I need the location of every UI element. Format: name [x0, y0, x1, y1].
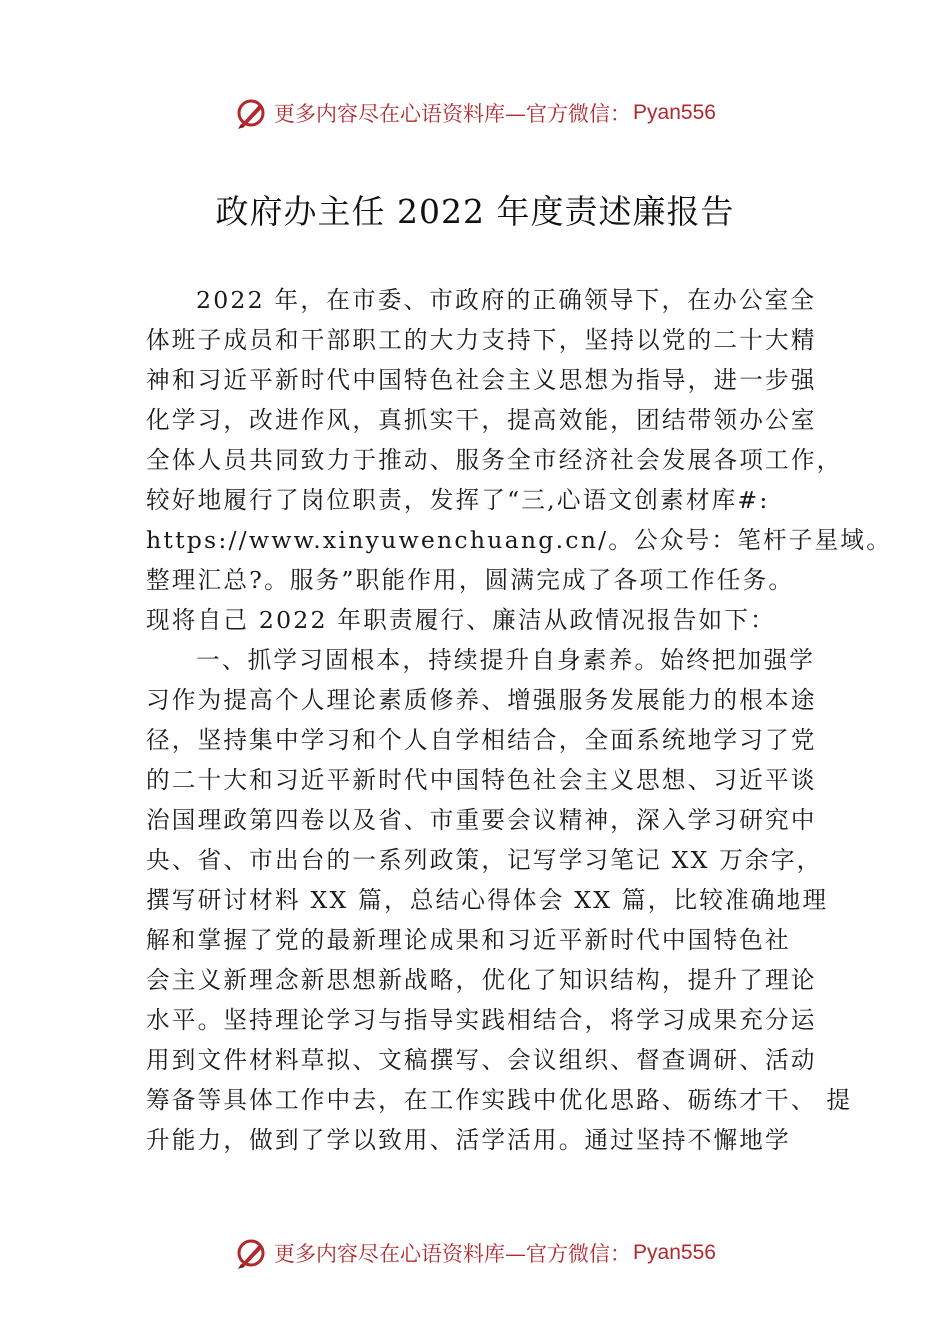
- body-line: 整理汇总?。服务”职能作用，圆满完成了各项工作任务。: [146, 566, 795, 594]
- body-line: 会主义新理念新思想新战略，优化了知识结构，提升了理论: [146, 966, 817, 994]
- body-line: 较好地履行了岗位职责，发挥了“三,心语文创素材库#:: [146, 486, 770, 514]
- pen-logo-icon: [234, 1236, 268, 1270]
- body-line: 用到文件材料草拟、文稿撰写、会议组织、督查调研、活动: [146, 1046, 817, 1074]
- body-line: 一、抓学习固根本，持续提升自身素养。始终把加强学: [196, 646, 816, 674]
- footer-watermark-banner: [0, 1236, 950, 1270]
- body-line: https://www.xinyuwenchuang.cn/。公众号：笔杆子星域。: [146, 526, 892, 554]
- body-line: 解和掌握了党的最新理论成果和习近平新时代中国特色社: [146, 926, 791, 954]
- banner-wechat-id: Pyan556: [633, 101, 716, 124]
- body-line: 习作为提高个人理论素质修养、增强服务发展能力的根本途: [146, 686, 817, 714]
- document-title: 政府办主任 2022 年度责述廉报告: [215, 192, 735, 231]
- banner-text: 更多内容尽在心语资料库—官方微信：: [274, 1242, 632, 1266]
- body-line: 2022 年，在市委、市政府的正确领导下，在办公室全: [196, 286, 817, 314]
- body-line: 体班子成员和干部职工的大力支持下，坚持以党的二十大精: [146, 326, 817, 354]
- body-line: 径，坚持集中学习和个人自学相结合，全面系统地学习了党: [146, 726, 817, 754]
- body-line: 撰写研讨材料 XX 篇，总结心得体会 XX 篇，比较准确地理: [146, 886, 829, 914]
- body-line: 化学习，改进作风，真抓实干，提高效能，团结带领办公室: [146, 406, 817, 434]
- body-line: 神和习近平新时代中国特色社会主义思想为指导，进一步强: [146, 366, 817, 394]
- body-line: 筹备等具体工作中去，在工作实践中优化思路、砺练才干、 提: [146, 1086, 853, 1114]
- body-line: 现将自己 2022 年职责履行、廉洁从政情况报告如下：: [146, 606, 776, 634]
- pen-logo-icon: [234, 96, 268, 130]
- header-watermark-banner: [0, 96, 950, 130]
- body-line: 全体人员共同致力于推动、服务全市经济社会发展各项工作，: [146, 446, 843, 474]
- banner-text: 更多内容尽在心语资料库—官方微信：: [274, 102, 632, 126]
- banner-wechat-id: Pyan556: [633, 1241, 716, 1264]
- body-line: 的二十大和习近平新时代中国特色社会主义思想、习近平谈: [146, 766, 817, 794]
- body-line: 升能力，做到了学以致用、活学活用。通过坚持不懈地学: [146, 1126, 791, 1154]
- body-line: 水平。坚持理论学习与指导实践相结合，将学习成果充分运: [146, 1006, 817, 1034]
- body-line: 治国理政第四卷以及省、市重要会议精神，深入学习研究中: [146, 806, 817, 834]
- body-line: 央、省、市出台的一系列政策，记写学习笔记 XX 万余字，: [146, 846, 823, 874]
